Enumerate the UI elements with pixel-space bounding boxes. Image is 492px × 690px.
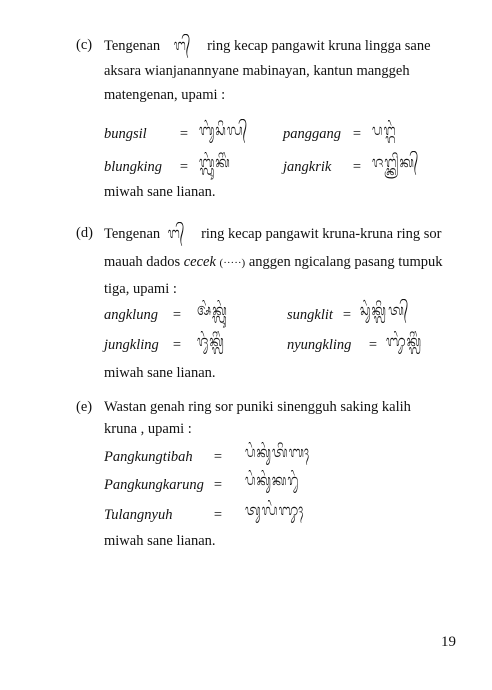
section-d-line-2-a: mauah dados	[104, 254, 181, 270]
example-word-jungkling: jungkling	[104, 337, 159, 353]
balinese-bungsil: ᬩᬸᬂᬲᬶᬮ᭄	[199, 122, 249, 140]
balinese-pangkungtibah: ᬧᬂᬓᬸᬂᬢᬶᬩᬄ	[245, 444, 311, 462]
equals-sign: =	[179, 159, 189, 175]
example-word-nyungkling: nyungkling	[287, 337, 352, 353]
balinese-angklung: ᬅᬂᬓ᭄ᬮᬸᬂ	[197, 302, 228, 320]
balinese-sungklit: ᬲᬸᬂᬓ᭄ᬮᬶᬢ᭄	[360, 302, 410, 320]
section-c-line-1	[104, 37, 431, 60]
example-word-pangkungtibah: Pangkungtibah	[104, 449, 193, 465]
section-d-marker: (d)	[76, 225, 93, 241]
example-word-angklung: angklung	[104, 307, 158, 323]
cecek-term: cecek	[183, 254, 216, 270]
balinese-jungkling: ᬚᬸᬂᬓ᭄ᬮᬶᬂ	[197, 333, 227, 351]
equals-sign: =	[179, 126, 189, 142]
section-e-line-1: Wastan genah ring sor puniki sinengguh saking kalih	[104, 399, 411, 415]
section-e-line-2: kruna , upami :	[104, 421, 192, 437]
balinese-tengenan-glyph: ᬗ᭄	[167, 225, 186, 243]
section-c-closing: miwah sane lianan.	[104, 184, 216, 200]
balinese-blungking: ᬩ᭄ᬮᬸᬂᬓᬶᬂ	[199, 154, 231, 172]
example-word-bungsil: bungsil	[104, 126, 147, 142]
example-word-blungking: blungking	[104, 159, 162, 175]
section-c-marker: (c)	[76, 37, 93, 53]
section-d-line-3: tiga, upami :	[104, 281, 177, 297]
section-c-line-3: matengenan, upami :	[104, 87, 226, 103]
section-c-line-1-a: Tengenan	[104, 38, 161, 54]
example-word-tulangnyuh: Tulangnyuh	[104, 507, 173, 523]
equals-sign: =	[213, 477, 223, 493]
page-number: 19	[441, 634, 456, 650]
equals-sign: =	[352, 159, 362, 175]
section-c-line-2: aksara wianjanannyane mabinayan, kantun manggeh	[104, 63, 410, 79]
section-d-line-1-b: ring kecap pangawit kruna-kruna ring sor	[201, 226, 442, 242]
section-d-line-2-b: anggen ngicalang pasang tumpuk	[248, 254, 443, 270]
balinese-jangkrik: ᬚᬗ᭄ᬓ᭄ᬭᬶᬓ᭄	[372, 154, 420, 172]
section-c-line-1-b: ring kecap pangawit kruna lingga sane	[207, 38, 431, 54]
section-e-closing: miwah sane lianan.	[104, 533, 216, 549]
balinese-tengenan-glyph: ᬗ᭄	[173, 37, 192, 55]
equals-sign: =	[213, 507, 223, 523]
equals-sign: =	[172, 337, 182, 353]
example-word-panggang: panggang	[283, 126, 341, 142]
section-e-marker: (e)	[76, 399, 93, 415]
section-d-closing: miwah sane lianan.	[104, 365, 216, 381]
equals-sign: =	[213, 449, 223, 465]
section-d-line-1	[104, 225, 441, 248]
example-word-sungklit: sungklit	[287, 307, 333, 323]
cecek-dots-symbol: (·····)	[219, 257, 246, 269]
balinese-nyungkling: ᬜᬸᬂᬓ᭄ᬮᬶᬂ	[386, 333, 424, 351]
example-word-jangkrik: jangkrik	[283, 159, 332, 175]
section-d-line-1-a: Tengenan	[104, 226, 161, 242]
balinese-panggang: ᬧᬗ᭄ᬕᬂ	[372, 122, 397, 140]
equals-sign: =	[342, 307, 352, 323]
balinese-pangkungkarung: ᬧᬂᬓᬸᬂᬓᬭᬸᬂ	[245, 472, 300, 490]
equals-sign: =	[172, 307, 182, 323]
balinese-tulangnyuh: ᬢᬸᬮᬂᬜᬸᬄ	[245, 502, 305, 520]
equals-sign: =	[368, 337, 378, 353]
example-word-pangkungkarung: Pangkungkarung	[104, 477, 204, 493]
section-d-line-2	[104, 254, 443, 271]
equals-sign: =	[352, 126, 362, 142]
